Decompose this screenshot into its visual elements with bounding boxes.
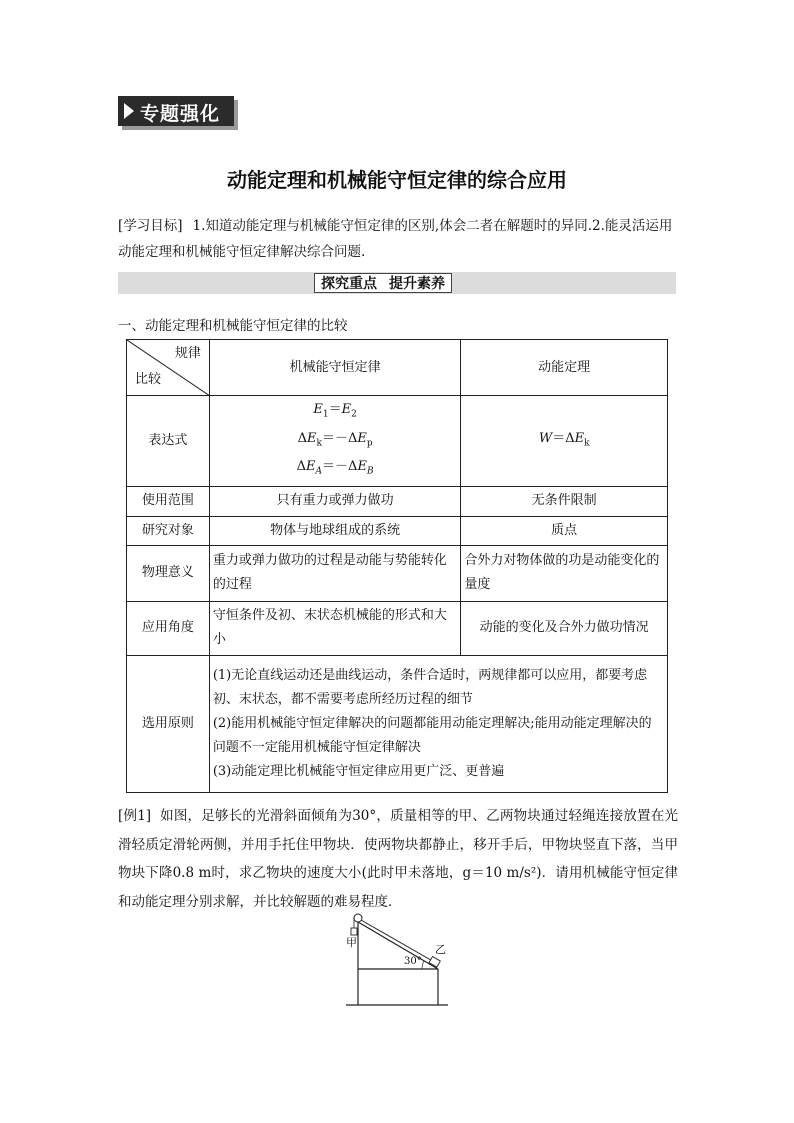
law-cell: 物体与地球组成的系统 [209, 516, 461, 545]
formula-line: $\Delta E_k=-\Delta E_p$ [297, 430, 373, 449]
section-bar-part2: 提升素养 [389, 276, 445, 292]
law-expression [209, 396, 461, 487]
theorem-cell: 动能的变化及合外力做功情况 [461, 601, 668, 655]
pulley-icon [354, 914, 362, 922]
section-bar-part1: 探究重点 [321, 276, 377, 292]
column-header-law: 机械能守恒定律 [209, 340, 461, 396]
law-cell: 重力或弹力做功的过程是动能与势能转化的过程 [209, 545, 461, 601]
theorem-cell: 无条件限制 [461, 486, 668, 516]
principle-item: (1)无论直线运动还是曲线运动，条件合适时，两规律都可以应用，都要考虑初、末状态，都不需要考虑所经历过程的细节 [212, 667, 648, 707]
table-row [127, 655, 668, 792]
section-heading: 一、动能定理和机械能守恒定律的比较 [118, 318, 348, 334]
table-row [127, 516, 668, 545]
table-row [127, 396, 668, 487]
corner-bottom-label: 比较 [135, 372, 162, 387]
block-yi [429, 957, 440, 968]
row-label: 表达式 [127, 396, 210, 487]
row-label: 使用范围 [127, 486, 210, 516]
diagonal-header-cell [127, 340, 210, 396]
section-bar-label [314, 273, 452, 293]
angle-label: 30° [404, 956, 422, 967]
row-label: 物理意义 [127, 545, 210, 601]
label-yi: 乙 [435, 943, 446, 956]
formula-line: $\Delta E_A=-\Delta E_B$ [296, 459, 374, 477]
play-arrow-icon [124, 103, 134, 119]
theorem-cell: 质点 [461, 516, 668, 545]
incline-diagram [344, 912, 452, 1008]
row-label: 研究对象 [127, 516, 210, 545]
example-label: [例1] [118, 808, 152, 824]
objective-tag: [学习目标] [118, 218, 183, 234]
table-row [127, 601, 668, 655]
table-header-row [127, 340, 668, 396]
table-row [127, 545, 668, 601]
topic-banner [118, 96, 238, 130]
banner-box [118, 96, 234, 126]
selection-principle-cell [209, 655, 667, 792]
theorem-cell: 合外力对物体做的功是动能变化的量度 [461, 545, 668, 601]
incline-pulley-figure [344, 912, 452, 1008]
example-problem [118, 802, 678, 916]
row-label: 应用角度 [127, 601, 210, 655]
example-text: 如图，足够长的光滑斜面倾角为30°，质量相等的甲、乙两物块通过轻绳连接放置在光滑轻质定滑轮两侧，并用手托住甲物块．使两物块都静止，移开手后，甲物块竖直下落，当甲物块下降0.8 m时，求乙物块的速度大小(此时甲未落地，g＝10 m/s²)．请用机械能守恒定律和动能定理分别求解，并比较解题的难易程度． [118, 808, 678, 910]
objective-text: 1.知道动能定理与机械能守恒定律的区别,体会二者在解题时的异同.2.能灵活运用动能定理和机械能守恒定律解决综合问题. [118, 218, 673, 260]
page-title: 动能定理和机械能守恒定律的综合应用 [227, 168, 567, 192]
formula-line: $E_1=E_2$ [313, 402, 357, 420]
section-bar [118, 272, 676, 294]
law-cell: 只有重力或弹力做功 [209, 486, 461, 516]
label-jia: 甲 [346, 936, 357, 949]
table-row [127, 486, 668, 516]
banner-text: 专题强化 [140, 103, 221, 125]
law-cell: 守恒条件及初、末状态机械能的形式和大小 [209, 601, 461, 655]
theorem-expression: $W=\Delta E_k$ [461, 396, 668, 487]
row-label: 选用原则 [127, 655, 210, 792]
comparison-table [126, 339, 668, 793]
learning-objective [118, 213, 678, 265]
principle-item: (2)能用机械能守恒定律解决的问题都能用动能定理解决;能用动能定理解决的问题不一定能用机械能守恒定律解决 [212, 715, 652, 755]
principle-item: (3)动能定理比机械能守恒定律应用更广泛、更普遍 [212, 763, 505, 779]
column-header-theorem: 动能定理 [461, 340, 668, 396]
corner-top-label: 规律 [174, 346, 201, 361]
